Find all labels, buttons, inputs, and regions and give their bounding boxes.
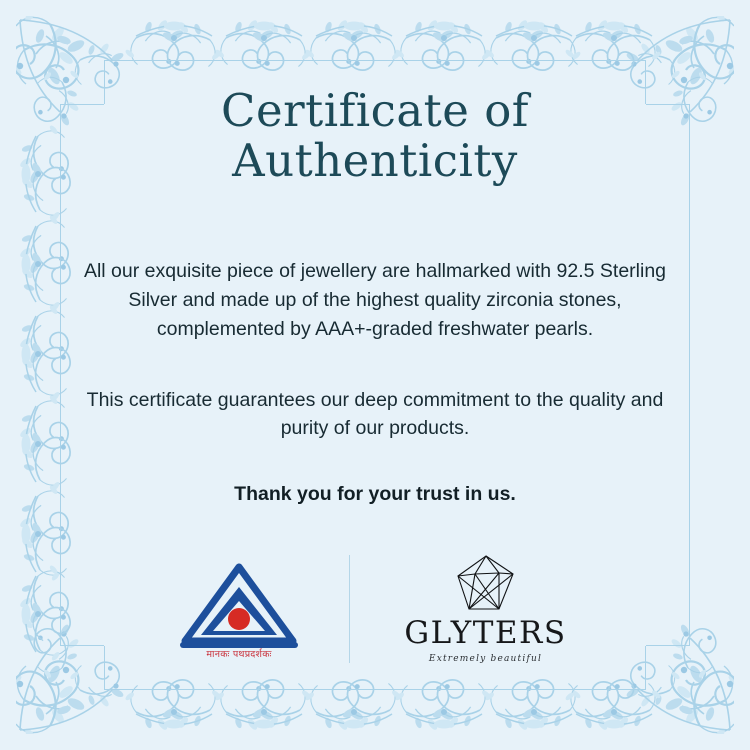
certificate-body: [75, 257, 675, 443]
diamond-gem-icon: [455, 554, 517, 612]
logo-divider: [349, 555, 350, 663]
glyters-wordmark: GLYTERS: [404, 615, 567, 652]
bis-triangle-icon: [177, 557, 301, 661]
logos-row: [177, 554, 573, 664]
glyters-logo: [398, 554, 573, 664]
bis-hallmark-logo: [177, 557, 301, 661]
page-title: Certificate of Authenticity: [221, 84, 529, 187]
glyters-tagline: Extremely beautiful: [428, 654, 543, 665]
closing-statement: Thank you for your trust in us.: [234, 483, 516, 506]
body-paragraph-1: All our exquisite piece of jewellery are hallmarked with 92.5 Sterling Silver and made up of the highest quality zirconia stones, complemented by AAA+-graded freshwater pearls.: [83, 260, 667, 340]
body-paragraph-2: This certificate guarantees our deep commitment to the quality and purity of our products.: [86, 388, 664, 440]
bis-caption: मानकः पथप्रदर्शकः: [206, 649, 272, 661]
